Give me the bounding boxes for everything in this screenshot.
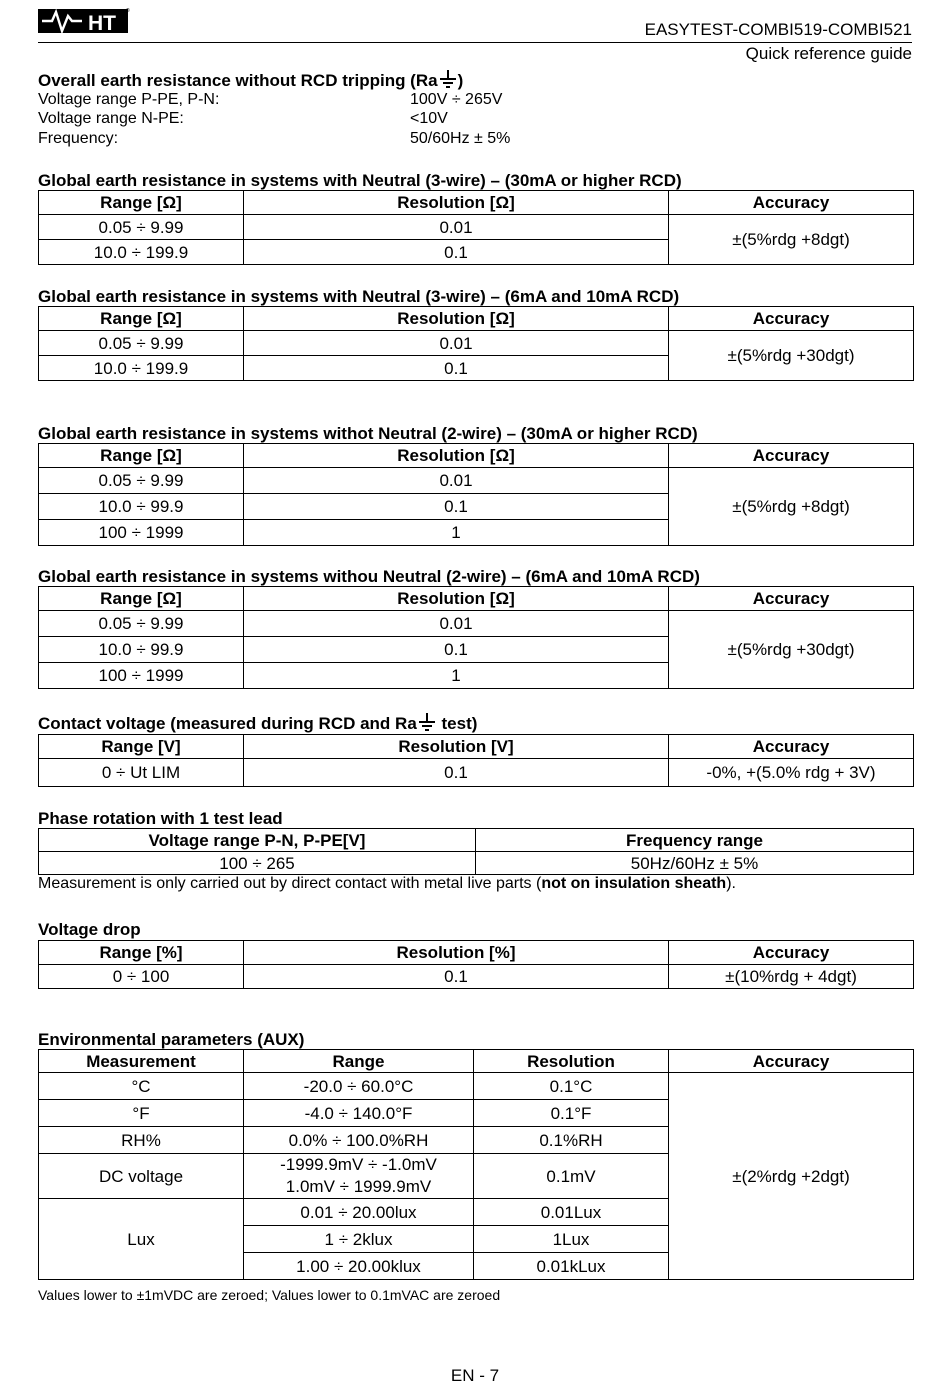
accuracy-cell: ±(5%rdg +8dgt) [669, 468, 914, 546]
resolution-cell: 0.01 [244, 331, 669, 356]
voltage-range-cell: 100 ÷ 265 [39, 852, 476, 875]
range-cell: 0.05 ÷ 9.99 [39, 331, 244, 356]
column-header: Resolution [Ω] [244, 191, 669, 215]
accuracy-cell: ±(5%rdg +8dgt) [669, 215, 914, 265]
measurement-cell: °F [39, 1100, 244, 1127]
overall-heading: Overall earth resistance without RCD tripping (Ra ) [38, 71, 464, 90]
spec-table [38, 443, 914, 546]
column-header: Range [Ω] [39, 587, 244, 611]
column-header: Resolution [Ω] [244, 587, 669, 611]
resolution-cell: 0.1 [244, 240, 669, 265]
column-header: Range [Ω] [39, 191, 244, 215]
column-header: Resolution [474, 1050, 669, 1073]
column-header: Resolution [Ω] [244, 307, 669, 331]
column-header: Accuracy [669, 191, 914, 215]
measurement-cell: Lux [39, 1199, 244, 1280]
svg-text:®: ® [126, 8, 130, 14]
contact-heading: Contact voltage (measured during RCD and Ra test) [38, 714, 478, 733]
column-header: Resolution [Ω] [244, 444, 669, 468]
phase-table [38, 828, 914, 875]
section-heading: Global earth resistance in systems with Neutral (3-wire) – (6mA and 10mA RCD) [38, 287, 680, 306]
accuracy-cell: ±(10%rdg + 4dgt) [669, 965, 914, 989]
range-cell: 10.0 ÷ 99.9 [39, 637, 244, 663]
resolution-cell: 0.1°C [474, 1073, 669, 1100]
spec-value: 50/60Hz ± 5% [410, 130, 511, 147]
accuracy-cell: -0%, +(5.0% rdg + 3V) [669, 759, 914, 787]
column-header: Range [Ω] [39, 444, 244, 468]
range-cell: 1 ÷ 2klux [244, 1226, 474, 1253]
frequency-range-cell: 50Hz/60Hz ± 5% [476, 852, 914, 875]
resolution-cell: 0.1°F [474, 1100, 669, 1127]
spec-table [38, 306, 914, 381]
spec-label: Frequency: [38, 130, 119, 147]
range-cell: -20.0 ÷ 60.0°C [244, 1073, 474, 1100]
document-title: EASYTEST-COMBI519-COMBI521 [644, 20, 912, 39]
accuracy-cell: ±(5%rdg +30dgt) [669, 331, 914, 381]
spec-label: Voltage range P-PE, P-N: [38, 91, 220, 108]
column-header: Voltage range P-N, P-PE[V] [39, 829, 476, 852]
brand-text: HT [88, 12, 116, 35]
column-header: Range [V] [39, 735, 244, 759]
resolution-cell: 0.1 [244, 494, 669, 520]
range-cell: 10.0 ÷ 199.9 [39, 356, 244, 381]
environmental-note: Values lower to ±1mVDC are zeroed; Values lower to 0.1mVAC are zeroed [38, 1287, 501, 1303]
column-header: Accuracy [669, 444, 914, 468]
resolution-cell: 1 [244, 663, 669, 689]
resolution-cell: 0.1 [244, 965, 669, 989]
range-cell: 100 ÷ 1999 [39, 663, 244, 689]
range-cell: -1999.9mV ÷ -1.0mV 1.0mV ÷ 1999.9mV [244, 1154, 474, 1199]
range-cell: 10.0 ÷ 99.9 [39, 494, 244, 520]
range-cell: 0.05 ÷ 9.99 [39, 468, 244, 494]
range-cell: 0.0% ÷ 100.0%RH [244, 1127, 474, 1154]
resolution-cell: 0.1 [244, 637, 669, 663]
resolution-cell: 0.1 [244, 759, 669, 787]
resolution-cell: 0.01 [244, 468, 669, 494]
column-header: Range [%] [39, 941, 244, 965]
voltage-drop-table [38, 940, 914, 989]
column-header: Accuracy [669, 735, 914, 759]
resolution-cell: 0.1mV [474, 1154, 669, 1199]
earth-icon [417, 712, 437, 732]
resolution-cell: 0.01Lux [474, 1199, 669, 1226]
resolution-cell: 0.01kLux [474, 1253, 669, 1280]
contact-table [38, 734, 914, 787]
measurement-cell: °C [39, 1073, 244, 1100]
column-header: Accuracy [669, 1050, 914, 1073]
section-heading: Environmental parameters (AUX) [38, 1030, 305, 1049]
page-number: EN - 7 [450, 1366, 500, 1385]
column-header: Frequency range [476, 829, 914, 852]
column-header: Accuracy [669, 941, 914, 965]
column-header: Accuracy [669, 307, 914, 331]
range-cell: 100 ÷ 1999 [39, 520, 244, 546]
section-heading: Phase rotation with 1 test lead [38, 809, 283, 828]
range-cell: 10.0 ÷ 199.9 [39, 240, 244, 265]
earth-icon [438, 69, 458, 89]
column-header: Resolution [V] [244, 735, 669, 759]
accuracy-cell: ±(2%rdg +2dgt) [669, 1073, 914, 1280]
resolution-cell: 0.1 [244, 356, 669, 381]
resolution-cell: 1 [244, 520, 669, 546]
range-cell: 0.01 ÷ 20.00lux [244, 1199, 474, 1226]
section-heading: Global earth resistance in systems withou Neutral (2-wire) – (6mA and 10mA RCD) [38, 567, 700, 586]
range-cell: 0.05 ÷ 9.99 [39, 215, 244, 240]
resolution-cell: 0.01 [244, 611, 669, 637]
phase-note: Measurement is only carried out by direct contact with metal live parts (not on insulation sheath). [38, 875, 736, 892]
spec-label: Voltage range N-PE: [38, 110, 184, 127]
section-heading: Global earth resistance in systems with Neutral (3-wire) – (30mA or higher RCD) [38, 171, 682, 190]
range-cell: 0 ÷ 100 [39, 965, 244, 989]
document-subtitle: Quick reference guide [745, 44, 912, 63]
range-cell: 0.05 ÷ 9.99 [39, 611, 244, 637]
spec-table [38, 190, 914, 265]
accuracy-cell: ±(5%rdg +30dgt) [669, 611, 914, 689]
spec-value: 100V ÷ 265V [410, 91, 503, 108]
measurement-cell: RH% [39, 1127, 244, 1154]
spec-value: <10V [410, 110, 448, 127]
header-divider [38, 42, 912, 43]
ht-logo [38, 6, 130, 36]
column-header: Accuracy [669, 587, 914, 611]
column-header: Range [Ω] [39, 307, 244, 331]
range-cell: -4.0 ÷ 140.0°F [244, 1100, 474, 1127]
section-heading: Voltage drop [38, 920, 141, 939]
environmental-table [38, 1049, 914, 1280]
column-header: Measurement [39, 1050, 244, 1073]
resolution-cell: 0.1%RH [474, 1127, 669, 1154]
range-cell: 1.00 ÷ 20.00klux [244, 1253, 474, 1280]
column-header: Range [244, 1050, 474, 1073]
section-heading: Global earth resistance in systems withot Neutral (2-wire) – (30mA or higher RCD) [38, 424, 698, 443]
column-header: Resolution [%] [244, 941, 669, 965]
range-cell: 0 ÷ Ut LIM [39, 759, 244, 787]
resolution-cell: 0.01 [244, 215, 669, 240]
spec-table [38, 586, 914, 689]
resolution-cell: 1Lux [474, 1226, 669, 1253]
measurement-cell: DC voltage [39, 1154, 244, 1199]
